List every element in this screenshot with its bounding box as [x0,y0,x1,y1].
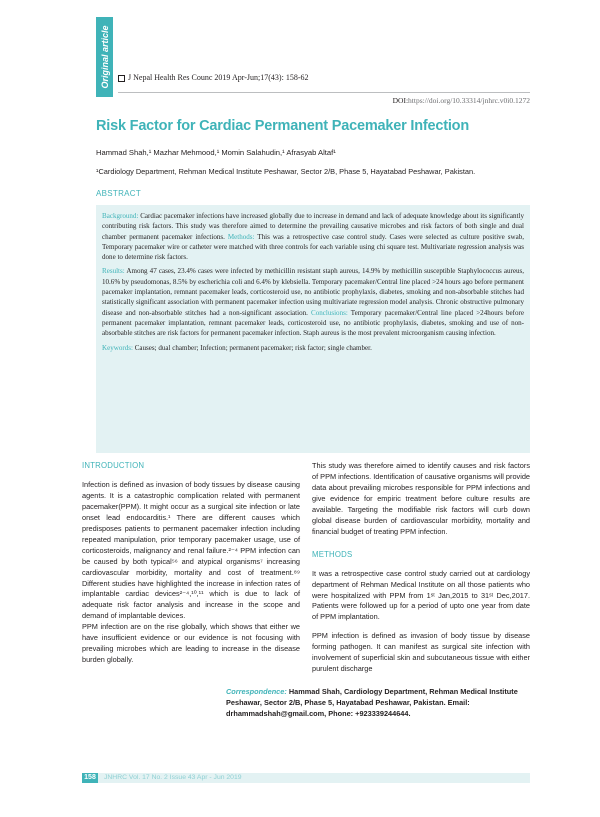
methods-paragraph-2: PPM infection is defined as invasion of body tissue by disease forming pathogen. It can manifest as surgical site infection with involvement of superficial skin and subcutaneous tissue with either purulent discharge [312,631,530,674]
left-column [82,461,300,674]
introduction-paragraph-2: PPM infection are on the rise globally, which shows that either we have insufficient evidence or our evidence is not focusing with prevailing microbes which are leading to increase in the disease burden globally. [82,622,300,665]
methods-paragraph-1: It was a retrospective case control study carried out at cardiology department of Rehman Medical Institute on all those patients who were hospitalized with PPM from 1ˢᵗ Jan,2015 to 31ˢᵗ Dec,2017. Patients were followed up for a period of upto one year from date of PPM implantation. [312,568,530,622]
square-bullet-icon [118,75,125,82]
correspondence [226,686,532,720]
methods-heading: METHODS [312,549,353,559]
introduction-heading: INTRODUCTION [82,461,145,470]
background-text: Cardiac pacemaker infections have increased globally due to increase in demand and lack of adequate knowledge about its significantly contributing risk factors. This study was therefore aimed to determine the prevailing causative microbes and risk factors of both single and dual chamber permanent pacemaker infections. [102,212,524,241]
journal-citation-text: J Nepal Health Res Counc 2019 Apr-Jun;17(43): 158-62 [128,73,309,82]
author-list: Hammad Shah,¹ Mazhar Mehmood,¹ Momin Salahudin,¹ Afrasyab Altaf¹ [96,148,336,157]
keywords-text: Causes; dual chamber; Infection; permanent pacemaker; risk factor; single chamber. [132,343,372,352]
aim-paragraph: This study was therefore aimed to identify causes and risk factors of PPM infections. Identification of causative organisms will provide data about prevailing microbes responsible for PPM infections and give evidence for empiric treatment before culture results are available. Targeting the modifiable risk factors will curb down global disease burden of cardiovascular morbidity, mortality and financial budget of treating PPM infection. [312,461,530,536]
results-text: Among 47 cases, 23.4% cases were infected by methicillin resistant staph aureus, 14.9% by methicillin susceptible Staphylococcus aureus, 10.6% by pseudomonas, 8.5% by escherichia coli and 6.4% by klebsiella. Temporary pacemaker/Central line placed >24 hours ago before permanent pacemaker implantation, remnant pacemaker leads, corticosteroid use, no antibiotic prophylaxis, diabetes, smoking and non-absorbable stitches had statistically significant association with permanent pacemaker infection using multivariate regression model analysis. Chronic obstructive pulmonary disease and non-absorbable stitches had a non-significant association. [102,267,524,317]
abstract-heading: ABSTRACT [96,189,142,198]
article-type-label: Original article [99,25,110,89]
article-title: Risk Factor for Cardiac Permanent Pacemaker Infection [96,118,469,134]
correspondence-label: Correspondence: [226,687,287,696]
doi [393,96,530,105]
keywords-label: Keywords: [102,343,133,352]
doi-label: DOI: [392,96,409,105]
abstract-results [102,266,524,338]
methods-label: Methods: [227,232,255,241]
footer-bar [82,773,530,783]
abstract-keywords [102,343,524,353]
abstract-box [96,205,530,453]
methods-text: This was a retrospective case control study. Cases were selected as culture positive swab, Temporary pacemaker wire or catheter were matched with three controls for each variable using chi square test. Multivariate regression analysis was done to determine risk factors. [102,232,524,262]
header-divider [118,92,530,93]
correspondence-text: Hammad Shah, Cardiology Department, Rehman Medical Institute Peshawar, Sector 2/B, Phase 5, Hayatabad Peshawar, Pakistan. Email: drhammadshah@gmail.com, Phone: +923339244644. [226,687,518,719]
abstract-background [102,211,524,262]
affiliation: ¹Cardiology Department, Rehman Medical Institute Peshawar, Sector 2/B, Phase 5, Hayatabad Peshawar, Pakistan. [96,167,476,176]
journal-citation [118,73,308,82]
results-label: Results: [102,267,125,276]
right-column [312,461,530,683]
introduction-paragraph-1: Infection is defined as invasion of body tissues by disease causing agents. It is a catastrophic complication related with permanent pacemaker(PPM). It might occur as a surgical site infection or late onset lead endocarditis.¹ There are different causes which predisposes patients to permanent pacemaker infection including repeated manipulation, prior temporary pacemaker usage, use of corticosteroids, malignancy and renal failure.²⁻⁴ PPM infection can be caused by both typical⁵⁶ and atypical organisms⁷ increasing cardiovascular morbidity, mortality and cost of treatment.⁸⁹ Different studies have highlighted the increase in infection rates of implantable cardiac devices²⁻⁴,¹⁰,¹¹ which is due to lack of adequate risk factor analysis and increase in the scope and demand of implantable devices. [82,479,300,621]
footer-journal-info: JNHRC Vol. 17 No. 2 Issue 43 Apr - Jun 2019 [104,774,242,781]
conclusions-label: Conclusions: [311,308,348,317]
doi-link[interactable]: https://doi.org/10.33314/jnhrc.v0i0.1272 [408,96,530,105]
article-type-tab [96,17,113,97]
conclusions-text: Temporary pacemaker/Central line placed >24hours before permanent pacemaker implantation, remnant pacemaker leads, corticosteroid use, no antibiotic prophylaxis, diabetes, smoking and use of non-absorbable stitches are risk factors for permanent pacemaker infection. Staph aureus is the most prevalent microorganism causing infection. [102,308,524,338]
background-label: Background: [102,212,139,220]
page-number: 158 [82,773,98,783]
